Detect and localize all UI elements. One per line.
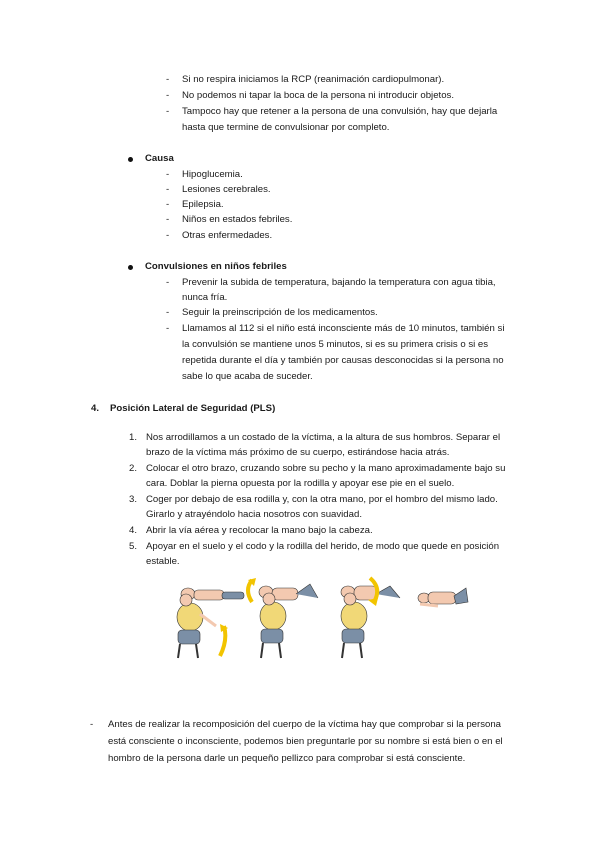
list-item: Epilepsia. [182,199,224,210]
list-item-line: Prevenir la subida de temperatura, bajando la temperatura con agua tibia, [182,277,496,288]
list-dash: - [166,90,170,101]
section-number: 4. [91,403,100,414]
list-item: Lesiones cerebrales. [182,184,271,195]
step-line: Nos arrodillamos a un costado de la víctima, a la altura de sus hombros. Separar el [146,432,501,443]
step-line: Coger por debajo de esa rodilla y, con la otra mano, por el hombro del mismo lado. [146,494,498,505]
list-item-line: nunca fría. [182,292,228,303]
step-line: Abrir la vía aérea y recolocar la mano bajo la cabeza. [146,525,373,536]
list-item-line: No podemos ni tapar la boca de la persona ni introducir objetos. [182,90,454,101]
list-item-line: Llamamos al 112 si el niño está inconsciente más de 10 minutos, también si [182,323,505,334]
list-dash: - [166,74,170,85]
step-number: 4. [129,525,138,536]
list-dash: - [166,214,170,225]
step-line: Girarlo y atrayéndolo hacia nosotros con suavidad. [146,509,362,520]
step-line: brazo de la víctima más próximo de su cuerpo, estirándose hacia atrás. [146,447,450,458]
list-dash: - [166,106,170,117]
list-item: Hipoglucemia. [182,169,243,180]
pls-step-2-figure [248,578,318,658]
list-item-line: Tampoco hay que retener a la persona de una convulsión, hay que dejarla [182,106,498,117]
list-dash: - [166,277,170,288]
causa-title: Causa [145,153,174,164]
list-dash: - [166,199,170,210]
list-dash: - [166,307,170,318]
list-item-line: repetida durante el día y también por causas desconocidas si la persona no [182,355,504,366]
list-dash: - [90,719,94,730]
list-item-line: hasta que termine de convulsionar por completo. [182,122,390,133]
step-number: 2. [129,463,138,474]
febriles-title: Convulsiones en niños febriles [145,261,287,272]
list-item: Niños en estados febriles. [182,214,293,225]
list-dash: - [166,323,170,334]
bullet-icon [128,157,133,162]
step-line: Apoyar en el suelo y el codo y la rodilla del herido, de modo que quede en posición [146,541,500,552]
pls-step-3-figure [341,578,400,658]
step-number: 3. [129,494,138,505]
note-line: hombro de la persona darle un pequeño pellizco para comprobar si está consciente. [108,753,466,764]
list-item-line: Si no respira iniciamos la RCP (reanimación cardiopulmonar). [182,74,445,85]
section-title: Posición Lateral de Seguridad (PLS) [110,403,276,414]
step-line: Colocar el otro brazo, cruzando sobre su pecho y la mano aproximadamente bajo su [146,463,506,474]
step-line: estable. [146,556,180,567]
step-line: cara. Doblar la pierna opuesta por la rodilla y apoyar ese pie en el suelo. [146,478,455,489]
bullet-icon [128,265,133,270]
list-item: Otras enfermedades. [182,230,273,241]
list-dash: - [166,184,170,195]
pls-step-4-figure [418,588,468,606]
list-dash: - [166,169,170,180]
pls-illustration [168,572,470,664]
note-line: Antes de realizar la recomposición del cuerpo de la víctima hay que comprobar si la persona [108,719,502,730]
step-number: 1. [129,432,138,443]
list-dash: - [166,230,170,241]
list-item-line: la convulsión se mantiene unos 5 minutos, si es su primera crisis o si es [182,339,489,350]
pls-step-1-figure [177,588,244,658]
step-number: 5. [129,541,138,552]
list-item-line: Seguir la preinscripción de los medicamentos. [182,307,378,318]
note-line: está consciente o inconsciente, podemos bien preguntarle por su nombre si está bien o en el [108,736,503,747]
list-item-line: sabe lo que acaba de suceder. [182,371,313,382]
